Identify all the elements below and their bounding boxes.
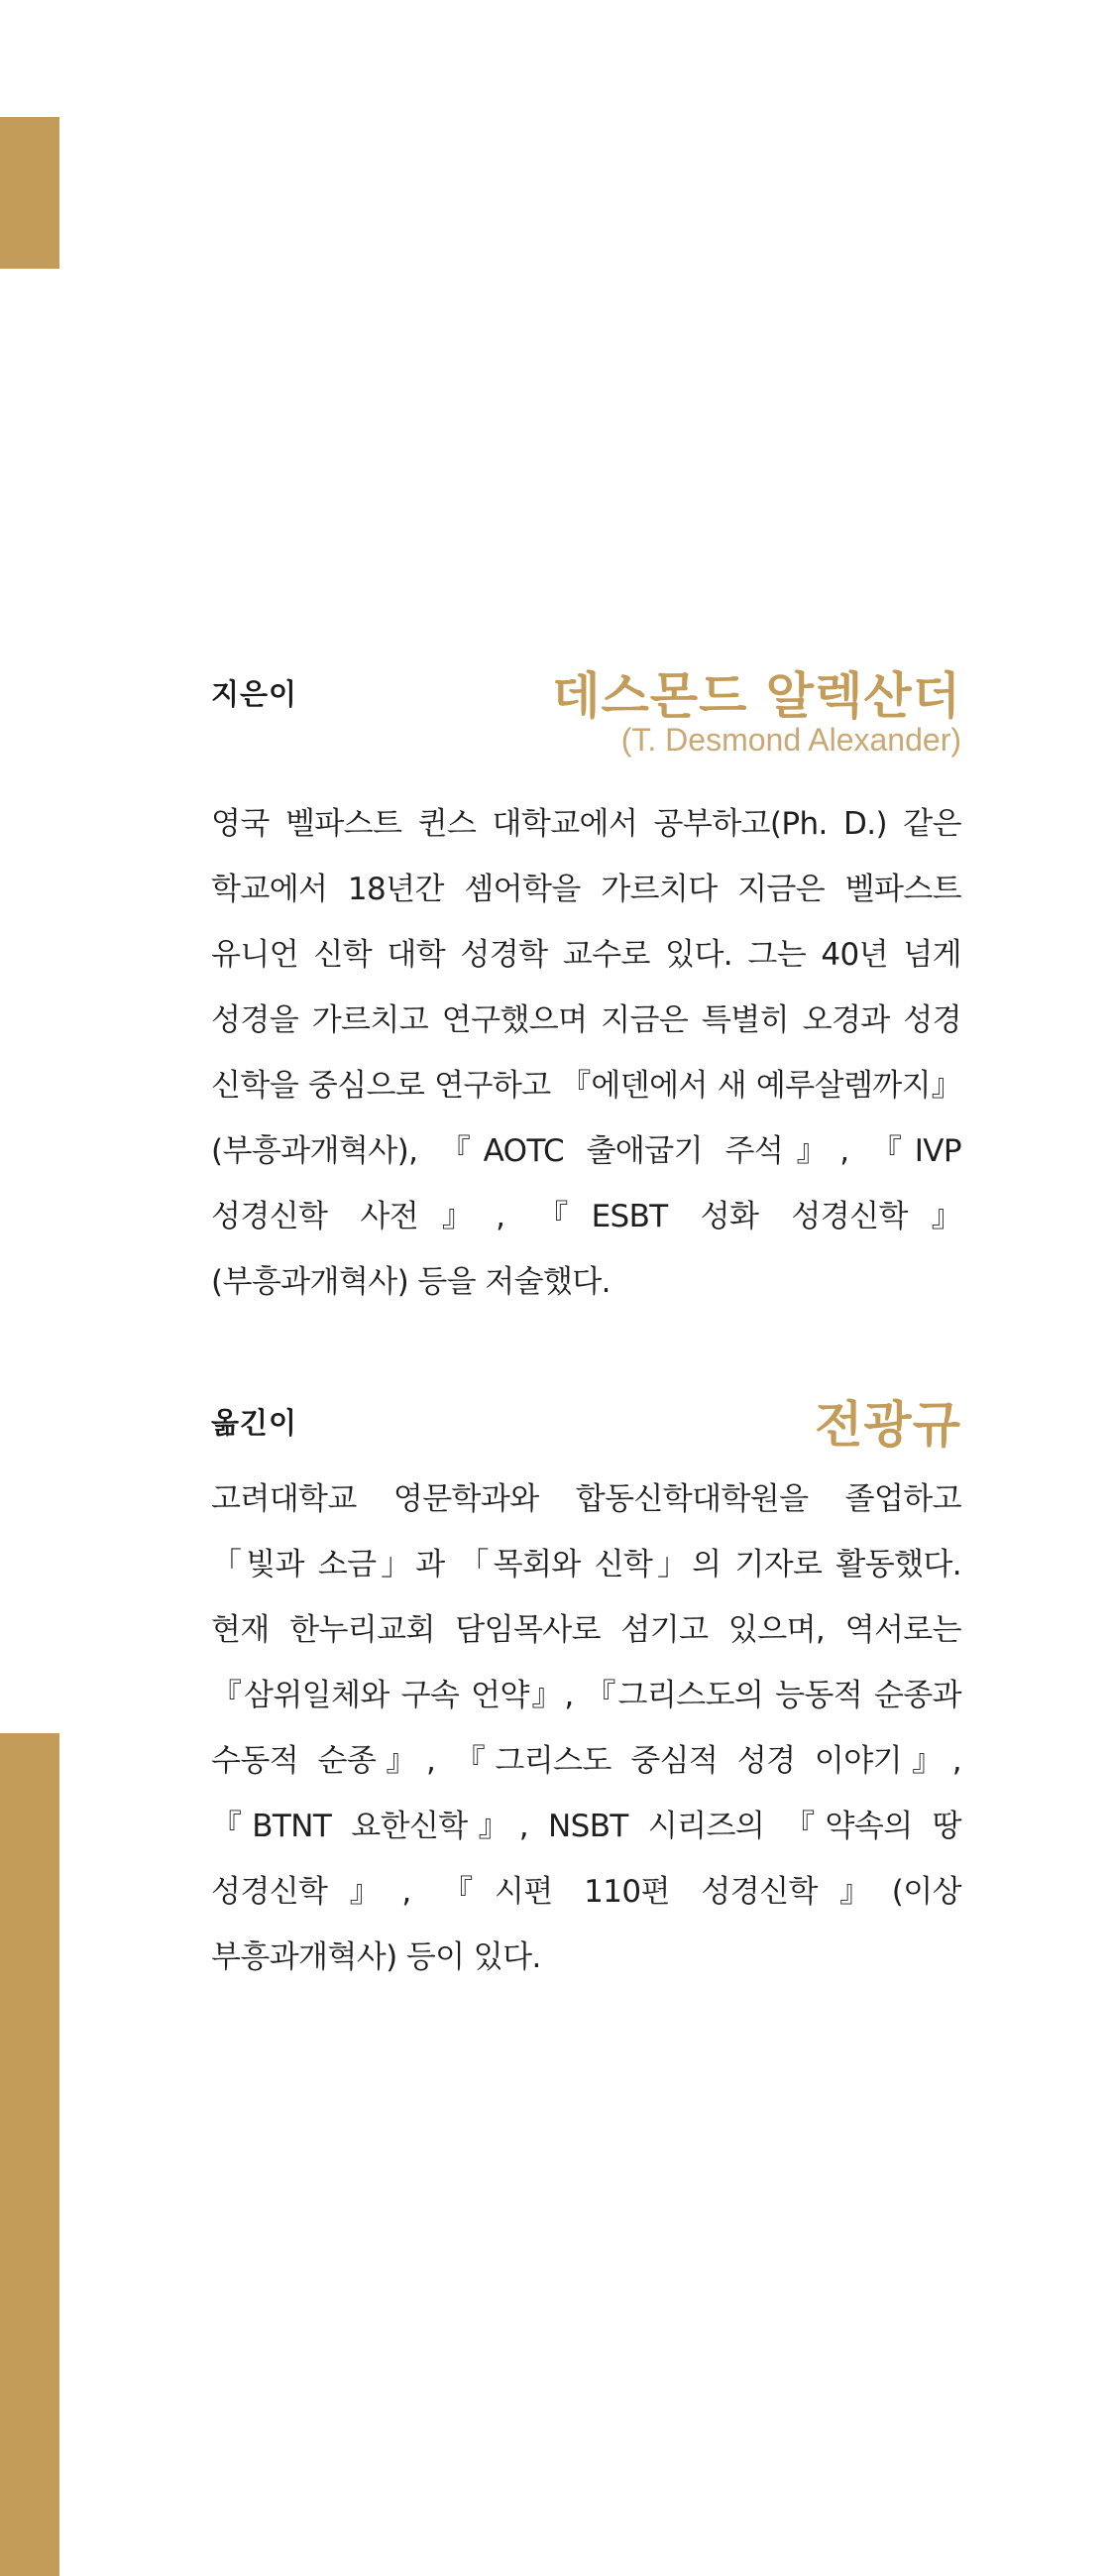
- author-header: [211, 644, 961, 724]
- author-role-label: 지은이: [211, 677, 298, 711]
- author-name: 데스몬드 알렉산더: [552, 667, 961, 725]
- translator-name: 전광규: [815, 1396, 961, 1454]
- translator-role-label: 옮긴이: [211, 1406, 298, 1440]
- bottom-accent-bar: [0, 1733, 59, 2576]
- author-section: [211, 644, 961, 1315]
- translator-section: [211, 1373, 961, 1990]
- translator-header: [211, 1373, 961, 1453]
- author-name-english: (T. Desmond Alexander): [620, 722, 961, 758]
- top-accent-bar: [0, 117, 59, 269]
- author-bio: 영국 벨파스트 퀸스 대학교에서 공부하고(Ph. D.) 같은 학교에서 18년간 셈어학을 가르치다 지금은 벨파스트 유니언 신학 대학 성경학 교수로 있다. 그는 40년 넘게 성경을 가르치고 연구했으며 지금은 특별히 오경과 성경 신학을 중심으로 연구하고 『에덴에서 새 예루살렘까지』(부흥과개혁사), 『AOTC 출애굽기 주석』, 『IVP 성경신학 사전』, 『ESBT 성화 성경신학』(부흥과개혁사) 등을 저술했다.: [211, 806, 961, 1300]
- translator-bio: 고려대학교 영문학과와 합동신학대학원을 졸업하고 「빛과 소금」과 「목회와 신학」의 기자로 활동했다. 현재 한누리교회 담임목사로 섬기고 있으며, 역서로는 『삼위일체와 구속 언약』, 『그리스도의 능동적 순종과 수동적 순종』, 『그리스도 중심적 성경 이야기』, 『BTNT 요한신학』, NSBT 시리즈의 『약속의 땅 성경신학』, 『시편 110편 성경신학』(이상 부흥과개혁사) 등이 있다.: [211, 1481, 961, 1975]
